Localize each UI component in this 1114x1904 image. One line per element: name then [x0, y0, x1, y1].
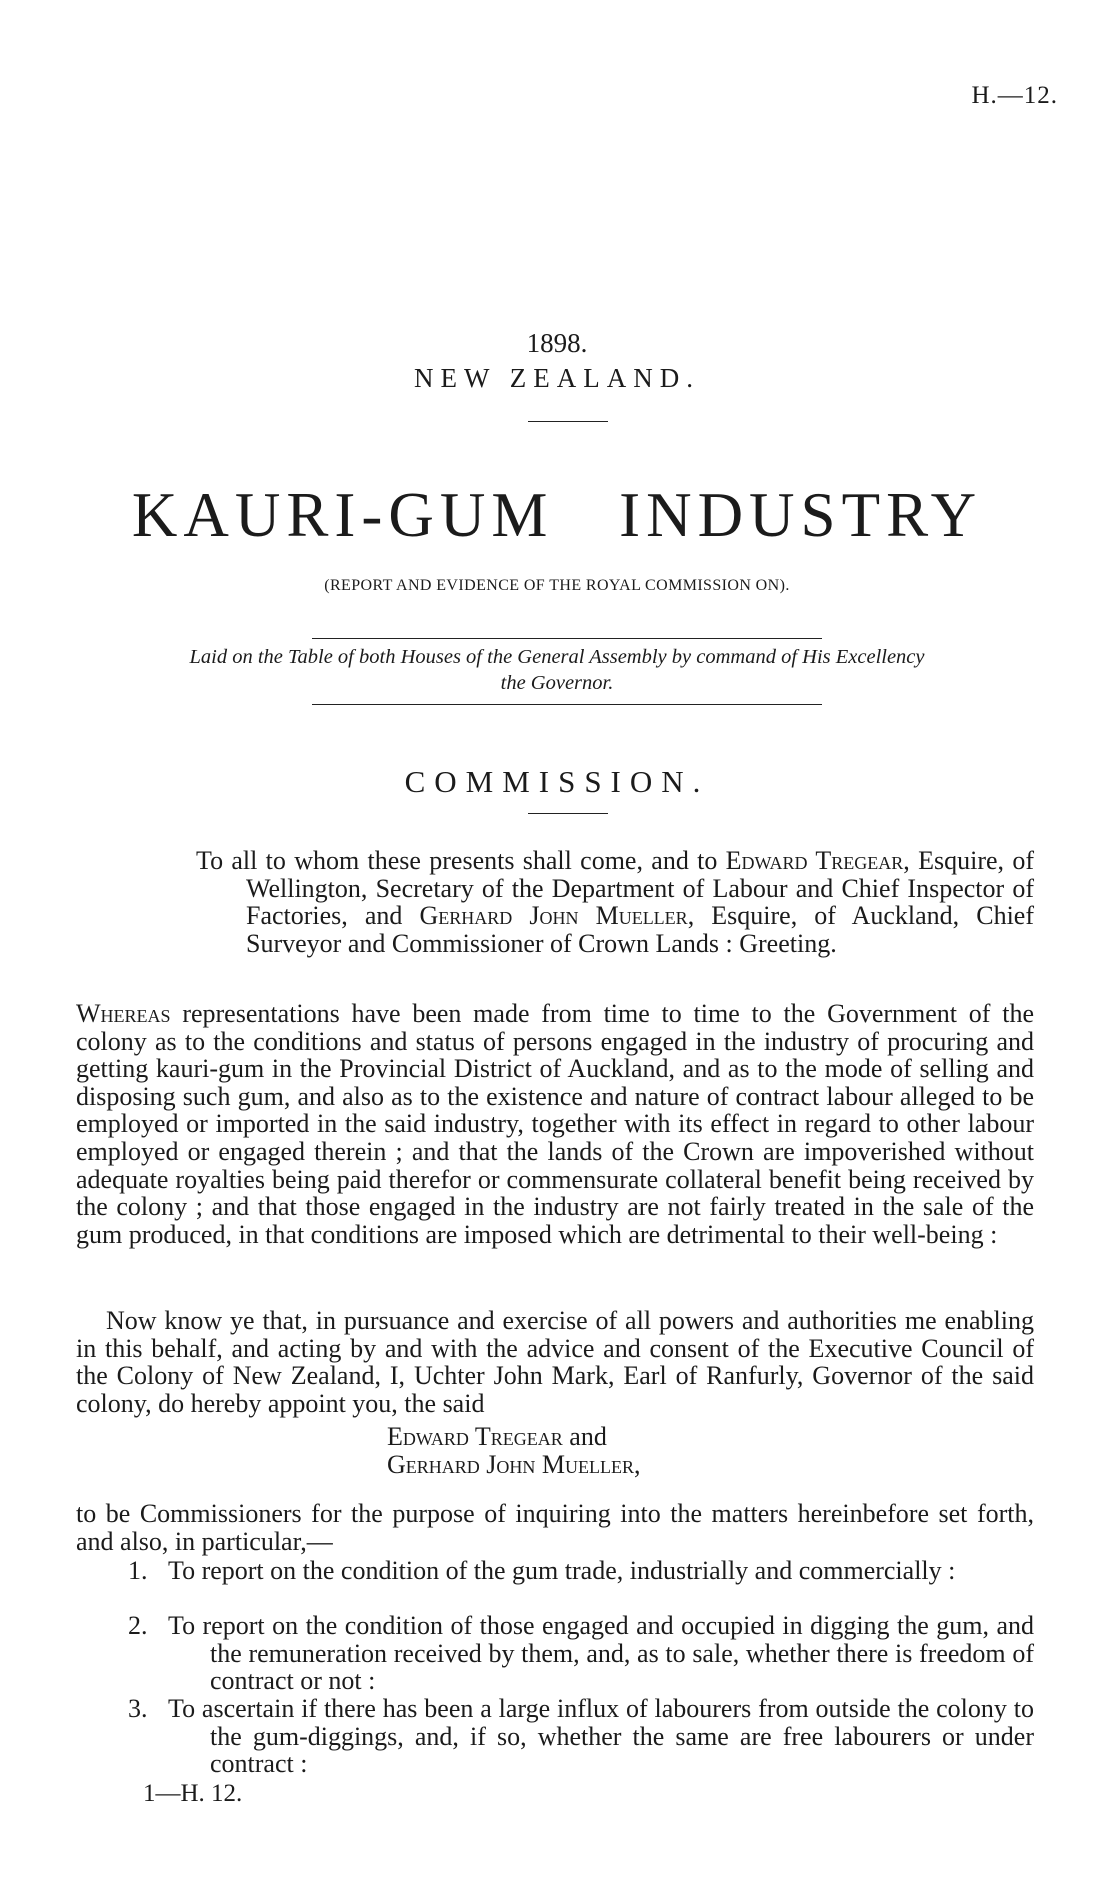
item-2-number: 2.: [128, 1611, 148, 1640]
commission-divider: [528, 813, 608, 814]
document-subtitle: (REPORT AND EVIDENCE OF THE ROYAL COMMISSION ON).: [324, 577, 790, 594]
purpose-paragraph: to be Commissioners for the purpose of inquiring into the matters hereinbefore set forth, and also, in particular,—: [76, 1499, 1034, 1556]
item-3-number: 3.: [128, 1694, 148, 1723]
whereas-text: representations have been made from time to time to the Government of the colony as to the conditions and status of persons engaged in the industry of procuring and getting kauri-gum in the Provincial District of Auckland, and as to the mode of selling and disposing such gum, and also as to the existence and nature of contract labour alleged to be employed or imported in the said industry, together with its effect in regard to other labour employed or engaged therein ; and that the lands of the Crown are impoverished without adequate royalties being paid therefor or commensurate collateral benefit being received by the colony ; and that those engaged in the industry are not fairly treated in the sale of the gum produced, in that conditions are imposed which are detrimental to their well-being :: [76, 999, 1034, 1249]
item-1-text: To report on the condition of the gum trade, industrially and commercially :: [168, 1556, 956, 1585]
whereas-paragraph: [76, 1000, 1034, 1248]
address-text-1: To all to whom these presents shall come, and to: [196, 846, 726, 875]
country: NEW ZEALAND.: [414, 363, 700, 393]
title-divider-top: [528, 421, 608, 422]
appointee-line-2: [387, 1450, 641, 1480]
appointee-tregear: Edward Tregear: [387, 1422, 563, 1451]
appointee-line-1: [387, 1422, 607, 1452]
page-reference: H.—12.: [971, 82, 1058, 109]
address-text-2: , Esquire, of Wellington, Secretary of the Department of Labour and Chief Inspector of Factories, and: [246, 846, 1034, 931]
address-paragraph: [196, 847, 1034, 957]
appointee-and: and: [562, 1422, 607, 1451]
item-2-text: To report on the condition of those engaged and occupied in digging the gum, and the remuneration received by them, and, as to sale, whether there is freedom of contract or not :: [168, 1611, 1034, 1696]
laid-on-table-line-1: Laid on the Table of both Houses of the General Assembly by command of His Excellency: [189, 646, 925, 668]
page-signature: 1—H. 12.: [143, 1780, 243, 1807]
laid-divider-bottom: [312, 704, 822, 705]
laid-on-table-line-2: the Governor.: [500, 672, 614, 694]
item-1-number: 1.: [128, 1556, 148, 1585]
commissioner-name-tregear: Edward Tregear: [725, 846, 904, 875]
now-know-paragraph: Now know ye that, in pursuance and exercise of all powers and authorities me enabling in this behalf, and acting by and with the advice and consent of the Executive Council of the Colony of New Zealand, I, Uchter John Mark, Earl of Ranfurly, Governor of the said colony, do hereby appoint you, the said: [76, 1306, 1034, 1418]
address-text-3: , Esquire, of Auckland, Chief Surveyor and Commissioner of Crown Lands : Greeting.: [246, 901, 1035, 958]
whereas-lead: Whereas: [76, 999, 171, 1028]
appointee-comma: ,: [634, 1450, 641, 1479]
year: 1898.: [526, 328, 588, 358]
appointee-mueller: Gerhard John Mueller: [387, 1450, 634, 1479]
document-title: KAURI-GUM INDUSTRY: [131, 480, 983, 550]
item-3-text: To ascertain if there has been a large influx of labourers from outside the colony to the gum-diggings, and, if so, whether the same are free labourers or under contract :: [168, 1694, 1034, 1779]
laid-divider-top: [312, 638, 822, 639]
commissioner-name-mueller: Gerhard John Mueller: [419, 901, 688, 931]
commission-heading: COMMISSION.: [404, 764, 710, 799]
